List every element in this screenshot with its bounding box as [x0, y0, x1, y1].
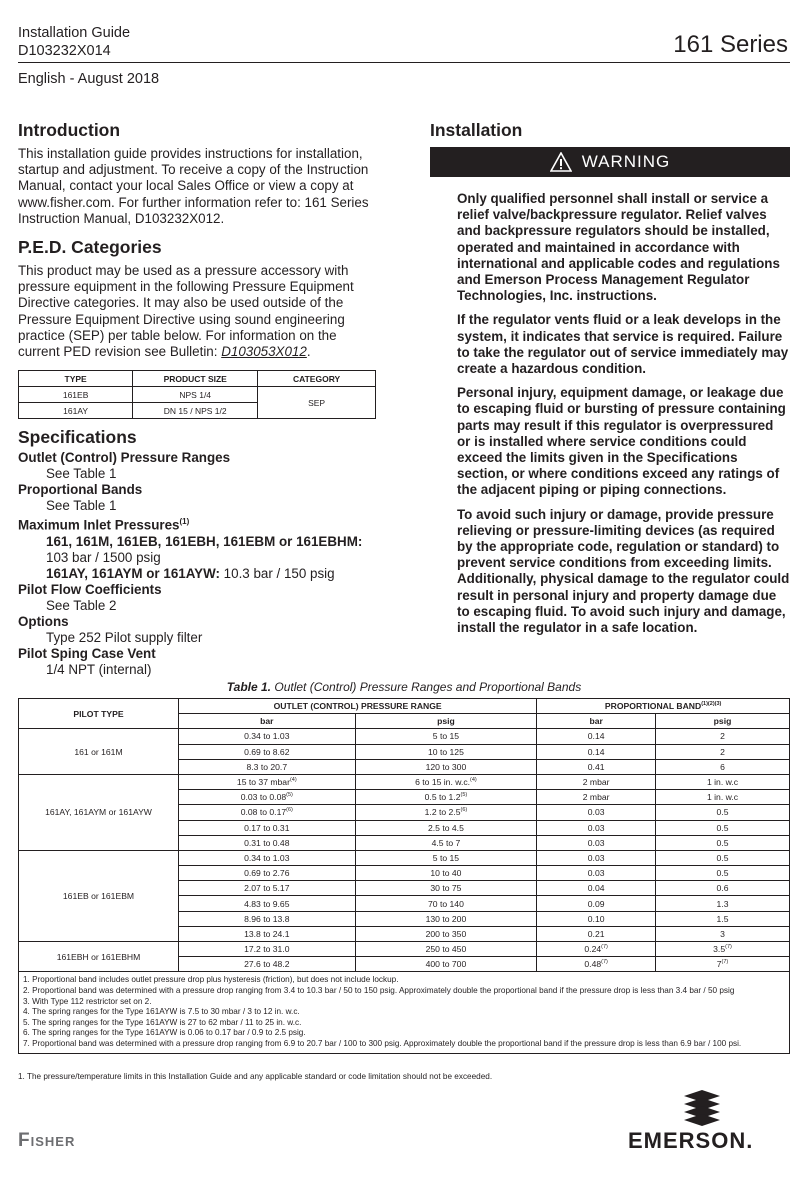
cell-footnote-ref: (7) — [601, 944, 608, 951]
ped-category: SEP — [258, 387, 376, 419]
cell-footnote-ref: (4) — [470, 777, 477, 784]
prop-bar-cell — [537, 866, 656, 881]
cell-value: 27.6 to 48.2 — [244, 959, 290, 970]
cell-value: 0.21 — [587, 928, 605, 939]
spec-options-label: Options — [18, 613, 69, 629]
outlet-psig-cell — [355, 896, 537, 911]
cell-footnote-ref: (5) — [286, 792, 293, 799]
outlet-bar-cell — [179, 881, 356, 896]
prop-psig-cell — [656, 926, 790, 941]
table1-col-psig: psig — [656, 714, 790, 729]
cell-value: 0.14 — [587, 731, 605, 742]
cell-value: 0.5 — [716, 837, 729, 848]
cell-value: 5 to 15 — [432, 731, 460, 742]
cell-value: 2 — [720, 731, 725, 742]
outlet-bar-cell — [179, 942, 356, 957]
ped-type: 161AY — [19, 403, 133, 419]
cell-value: 0.03 — [587, 822, 605, 833]
prop-bar-cell — [537, 805, 656, 820]
cell-value: 6 to 15 in. w.c. — [415, 777, 471, 788]
table1-col-psig: psig — [355, 714, 537, 729]
prop-bar-cell — [537, 881, 656, 896]
outlet-bar-cell — [179, 759, 356, 774]
table1-caption — [18, 680, 790, 694]
cell-value: 120 to 300 — [425, 761, 467, 772]
table1 — [18, 698, 790, 972]
table1-col-prop-label: PROPORTIONAL BAND — [604, 701, 702, 712]
table1-col-pilot: PILOT TYPE — [19, 699, 179, 729]
cell-value: 0.69 to 8.62 — [244, 746, 290, 757]
cell-value: 70 to 140 — [428, 898, 464, 909]
outlet-bar-cell — [179, 835, 356, 850]
prop-psig-cell — [656, 866, 790, 881]
prop-psig-cell — [656, 881, 790, 896]
cell-footnote-ref: (6) — [286, 807, 293, 814]
table1-note: 4. The spring ranges for the Type 161AYW is 7.5 to 30 mbar / 3 to 12 in. w.c. — [23, 1007, 300, 1017]
table1-body — [19, 729, 790, 972]
table1-note: 7. Proportional band was determined with a pressure drop ranging from 6.9 to 20.7 bar / 100 to 300 psig. Approximately double the proportional band if the pressure drop is less than 6.9 bar / 100 psi. — [23, 1038, 742, 1048]
emerson-logo: EMERSON. — [628, 1128, 754, 1153]
prop-psig-cell — [656, 911, 790, 926]
table1-note: 1. Proportional band includes outlet pressure drop plus hysteresis (friction), but does not include lockup. — [23, 975, 399, 985]
cell-footnote-ref: (6) — [460, 807, 468, 814]
cell-value: 0.03 — [587, 837, 605, 848]
series-title: 161 Series — [673, 31, 788, 58]
cell-value: 0.5 to 1.2 — [424, 792, 461, 803]
prop-psig-cell — [656, 744, 790, 759]
outlet-psig-cell — [355, 805, 537, 820]
cell-footnote-ref: (7) — [725, 944, 732, 951]
ped-col-type: TYPE — [19, 371, 133, 387]
cell-value: 0.5 — [716, 822, 729, 833]
prop-bar-cell — [537, 835, 656, 850]
outlet-bar-cell — [179, 805, 356, 820]
table1-caption-label: Table 1. — [226, 680, 272, 694]
prop-psig-cell — [656, 820, 790, 835]
cell-value: 0.10 — [587, 913, 605, 924]
table-row — [19, 729, 790, 744]
spec-options-value: Type 252 Pilot supply filter — [46, 629, 203, 645]
cell-value: 0.04 — [587, 883, 605, 894]
cell-value: 0.14 — [587, 746, 605, 757]
cell-value: 1.2 to 2.5 — [424, 807, 461, 818]
spec-max-inlet — [18, 514, 378, 533]
cell-value: 0.31 to 0.48 — [244, 837, 290, 848]
outlet-psig-cell — [355, 835, 537, 850]
cell-value: 0.69 to 2.76 — [244, 868, 290, 879]
doc-number: D103232X014 — [18, 43, 111, 59]
outlet-psig-cell — [355, 926, 537, 941]
cell-value: 10 to 125 — [428, 746, 464, 757]
prop-bar-cell — [537, 790, 656, 805]
cell-footnote-ref: (5) — [460, 792, 468, 799]
outlet-bar-cell — [179, 866, 356, 881]
ped-size: NPS 1/4 — [133, 387, 258, 403]
cell-value: 1 in. w.c — [706, 792, 739, 803]
pilot-type-cell: 161 or 161M — [19, 729, 179, 775]
outlet-bar-cell — [179, 957, 356, 972]
spec-pilot-flow-value: See Table 2 — [46, 597, 117, 613]
cell-value: 3 — [720, 928, 725, 939]
prop-psig-cell — [656, 896, 790, 911]
table1-col-prop-sup: (1)(2)(3) — [701, 701, 722, 708]
warning-banner — [430, 147, 790, 177]
outlet-psig-cell — [355, 942, 537, 957]
warning-paragraph: Personal injury, equipment damage, or leakage due to escaping fluid or bursting of pressure containing parts may result if this regulator is overpressured or is installed where service conditions could exceed the limits given in the Specifications section, or where conditions exceed any ratings of the adjacent piping or piping connections. — [457, 385, 786, 498]
cell-value: 0.5 — [716, 807, 729, 818]
table1-caption-text: Outlet (Control) Pressure Ranges and Proportional Bands — [274, 680, 582, 694]
outlet-bar-cell — [179, 850, 356, 865]
prop-bar-cell — [537, 759, 656, 774]
prop-bar-cell — [537, 942, 656, 957]
warning-text — [430, 191, 790, 636]
spec-outlet-value: See Table 1 — [46, 466, 117, 482]
ped-title: P.E.D. Categories — [18, 237, 162, 258]
warning-paragraph: If the regulator vents fluid or a leak develops in the system, it indicates that service is required. Failure to take the regulator out of service immediately may create a hazardous condition. — [457, 312, 789, 377]
bulletin-link[interactable]: D103053X012 — [221, 344, 307, 360]
header-rule — [18, 62, 790, 63]
table1-notes — [18, 972, 790, 1053]
cell-value: 2 mbar — [582, 792, 610, 803]
cell-value: 0.41 — [587, 761, 605, 772]
right-column — [430, 120, 790, 644]
left-column — [18, 120, 378, 678]
cell-value: 15 to 37 mbar — [236, 777, 290, 788]
pilot-type-cell: 161EB or 161EBM — [19, 850, 179, 941]
spec-prop-value: See Table 1 — [46, 498, 117, 514]
outlet-psig-cell — [355, 866, 537, 881]
table1-col-prop — [537, 699, 790, 714]
specifications-title: Specifications — [18, 427, 137, 448]
prop-psig-cell — [656, 957, 790, 972]
prop-bar-cell — [537, 911, 656, 926]
spec-max-inlet-label: Maximum Inlet Pressures — [18, 517, 180, 533]
cell-value: 4.83 to 9.65 — [244, 898, 290, 909]
emerson-logo-icon — [680, 1090, 724, 1130]
outlet-bar-cell — [179, 820, 356, 835]
spec-models1: 161, 161M, 161EB, 161EBH, 161EBM or 161EBHM: — [46, 533, 363, 549]
prop-bar-cell — [537, 850, 656, 865]
cell-value: 3.5 — [713, 944, 726, 955]
cell-value: 5 to 15 — [432, 852, 460, 863]
spec-outlet-label: Outlet (Control) Pressure Ranges — [18, 450, 231, 466]
prop-bar-cell — [537, 729, 656, 744]
fisher-logo: Fisher — [18, 1130, 76, 1151]
introduction-title: Introduction — [18, 120, 121, 140]
cell-value: 0.03 to 0.08 — [240, 792, 287, 803]
outlet-bar-cell — [179, 926, 356, 941]
cell-value: 0.34 to 1.03 — [244, 852, 290, 863]
cell-value: 2 mbar — [582, 777, 610, 788]
cell-value: 1 in. w.c — [706, 777, 739, 788]
cell-value: 2 — [720, 746, 725, 757]
table1-note: 6. The spring ranges for the Type 161AYW is 0.06 to 0.17 bar / 0.9 to 2.5 psig. — [23, 1028, 306, 1038]
prop-psig-cell — [656, 835, 790, 850]
cell-value: 0.08 to 0.17 — [240, 807, 287, 818]
language-date: English - August 2018 — [18, 71, 160, 87]
outlet-psig-cell — [355, 774, 537, 789]
cell-value: 0.17 to 0.31 — [244, 822, 290, 833]
prop-psig-cell — [656, 805, 790, 820]
doc-type: Installation Guide — [18, 25, 131, 41]
pilot-type-cell: 161AY, 161AYM or 161AYW — [19, 774, 179, 850]
warning-triangle-icon — [550, 152, 572, 172]
outlet-psig-cell — [355, 881, 537, 896]
cell-value: 8.96 to 13.8 — [244, 913, 290, 924]
cell-value: 10 to 40 — [430, 868, 462, 879]
warning-paragraph: To avoid such injury or damage, provide pressure relieving or pressure-limiting devices (as required by the appropriate code, regulation or standard) to prevent service conditions from exceeding limits. Additionally, physical damage to the regulator could result in personal injury and property damage due to escaping fluid. To avoid such injury and damage, install the regulator in a safe location. — [457, 506, 790, 636]
outlet-psig-cell — [355, 759, 537, 774]
table1-col-bar: bar — [179, 714, 356, 729]
cell-value: 2.07 to 5.17 — [244, 883, 290, 894]
outlet-bar-cell — [179, 744, 356, 759]
cell-value: 0.6 — [716, 883, 729, 894]
cell-value: 0.5 — [716, 852, 729, 863]
prop-psig-cell — [656, 774, 790, 789]
outlet-bar-cell — [179, 896, 356, 911]
outlet-bar-cell — [179, 790, 356, 805]
outlet-bar-cell — [179, 774, 356, 789]
ped-text-body: This product may be used as a pressure accessory with pressure equipment in the following Pressure Equipment Directive categories. It may also be used outside of the Pressure Equipment Directive using sound engineering practice (SEP) per table below. For information on the current PED revision see Bulletin: — [18, 263, 354, 360]
prop-psig-cell — [656, 790, 790, 805]
outlet-psig-cell — [355, 911, 537, 926]
outlet-psig-cell — [355, 790, 537, 805]
outlet-bar-cell — [179, 729, 356, 744]
prop-psig-cell — [656, 942, 790, 957]
cell-value: 0.5 — [716, 868, 729, 879]
cell-value: 0.03 — [587, 852, 605, 863]
cell-value: 250 to 450 — [425, 944, 467, 955]
table-row — [19, 774, 790, 789]
table-row — [19, 942, 790, 957]
outlet-bar-cell — [179, 911, 356, 926]
prop-psig-cell — [656, 759, 790, 774]
table1-col-bar: bar — [537, 714, 656, 729]
spec-vent-value: 1/4 NPT (internal) — [46, 661, 152, 677]
cell-value: 17.2 to 31.0 — [244, 944, 290, 955]
cell-value: 0.03 — [587, 868, 605, 879]
ped-size: DN 15 / NPS 1/2 — [133, 403, 258, 419]
spec-models2-label: 161AY, 161AYM or 161AYW: — [46, 565, 220, 581]
outlet-psig-cell — [355, 850, 537, 865]
spec-models2-value: 10.3 bar / 150 psig — [223, 565, 335, 581]
cell-value: 0.24 — [584, 944, 602, 955]
ped-table-header — [19, 371, 376, 387]
table1-col-outlet: OUTLET (CONTROL) PRESSURE RANGE — [179, 699, 537, 714]
cell-footnote-ref: (7) — [721, 959, 729, 966]
cell-value: 0.03 — [587, 807, 605, 818]
cell-value: 6 — [720, 761, 725, 772]
cell-value: 130 to 200 — [425, 913, 467, 924]
prop-psig-cell — [656, 729, 790, 744]
ped-table — [18, 370, 376, 419]
warning-label: WARNING — [581, 152, 671, 171]
outlet-psig-cell — [355, 744, 537, 759]
table1-block — [18, 698, 790, 1054]
page-footnote: 1. The pressure/temperature limits in this Installation Guide and any applicable standard or code limitation should not be exceeded. — [18, 1072, 493, 1081]
table-row — [19, 850, 790, 865]
prop-bar-cell — [537, 744, 656, 759]
cell-value: 0.34 to 1.03 — [244, 731, 290, 742]
cell-value: 200 to 350 — [425, 928, 467, 939]
table1-note: 3. With Type 112 restrictor set on 2. — [23, 996, 152, 1006]
ped-text: This product may be used as a pressure accessory with pressure equipment in the following Pressure Equipment Directive categories. It may also be used outside of the Pressure Equipment Directive using sound engineering practice (SEP) per table below. For information on the current PED revision see Bulletin: D103053X012. — [18, 263, 354, 360]
cell-value: 0.09 — [587, 898, 605, 909]
ped-col-category: CATEGORY — [258, 371, 376, 387]
cell-value: 13.8 to 24.1 — [244, 928, 290, 939]
ped-type: 161EB — [19, 387, 133, 403]
spec-vent-label: Pilot Sping Case Vent — [18, 645, 156, 661]
cell-value: 0.48 — [584, 959, 602, 970]
table1-header-row — [19, 699, 790, 714]
spec-max-inlet-sup: (1) — [179, 517, 190, 527]
cell-value: 2.5 to 4.5 — [428, 822, 464, 833]
specifications-list — [18, 450, 378, 677]
outlet-psig-cell — [355, 729, 537, 744]
cell-value: 4.5 to 7 — [431, 837, 461, 848]
spec-pilot-flow-label: Pilot Flow Coefficients — [18, 581, 162, 597]
prop-bar-cell — [537, 926, 656, 941]
cell-value: 400 to 700 — [425, 959, 467, 970]
prop-bar-cell — [537, 820, 656, 835]
cell-footnote-ref: (7) — [601, 959, 608, 966]
outlet-psig-cell — [355, 820, 537, 835]
cell-value: 1.5 — [716, 913, 729, 924]
prop-bar-cell — [537, 896, 656, 911]
pilot-type-cell: 161EBH or 161EBHM — [19, 942, 179, 972]
spec-models1-value: 103 bar / 1500 psig — [46, 549, 161, 565]
prop-bar-cell — [537, 957, 656, 972]
cell-value: 7 — [716, 959, 722, 970]
prop-psig-cell — [656, 850, 790, 865]
installation-title: Installation — [430, 120, 523, 140]
cell-footnote-ref: (4) — [289, 777, 297, 784]
warning-paragraph: Only qualified personnel shall install or service a relief valve/backpressure regulator. Relief valves and backpressure regulators should be installed, operated and maintained in accordance with international and applicable codes and regulations and Emerson Process Management Regulator Technologies, Inc. instructions. — [457, 191, 780, 304]
introduction-text: This installation guide provides instructions for installation, startup and adjustment. To receive a copy of the Instruction Manual, contact your local Sales Office or view a copy at www.fisher.com. For further information refer to: 161 Series Instruction Manual, D103232X012. — [18, 146, 369, 226]
cell-value: 30 to 75 — [430, 883, 462, 894]
cell-value: 1.3 — [716, 898, 729, 909]
prop-bar-cell — [537, 774, 656, 789]
table1-note: 5. The spring ranges for the Type 161AYW is 27 to 62 mbar / 11 to 25 in. w.c. — [23, 1017, 302, 1027]
ped-col-size: PRODUCT SIZE — [133, 371, 258, 387]
outlet-psig-cell — [355, 957, 537, 972]
spec-models2 — [18, 566, 378, 582]
spec-prop-label: Proportional Bands — [18, 482, 143, 498]
cell-value: 8.3 to 20.7 — [246, 761, 288, 772]
table-row — [19, 387, 376, 403]
table1-note: 2. Proportional band was determined with a pressure drop ranging from 3.4 to 10.3 bar / 50 to 150 psig. Approximately double the proportional band if the pressure drop is less than 3.4 bar / 50 psig — [23, 985, 735, 995]
